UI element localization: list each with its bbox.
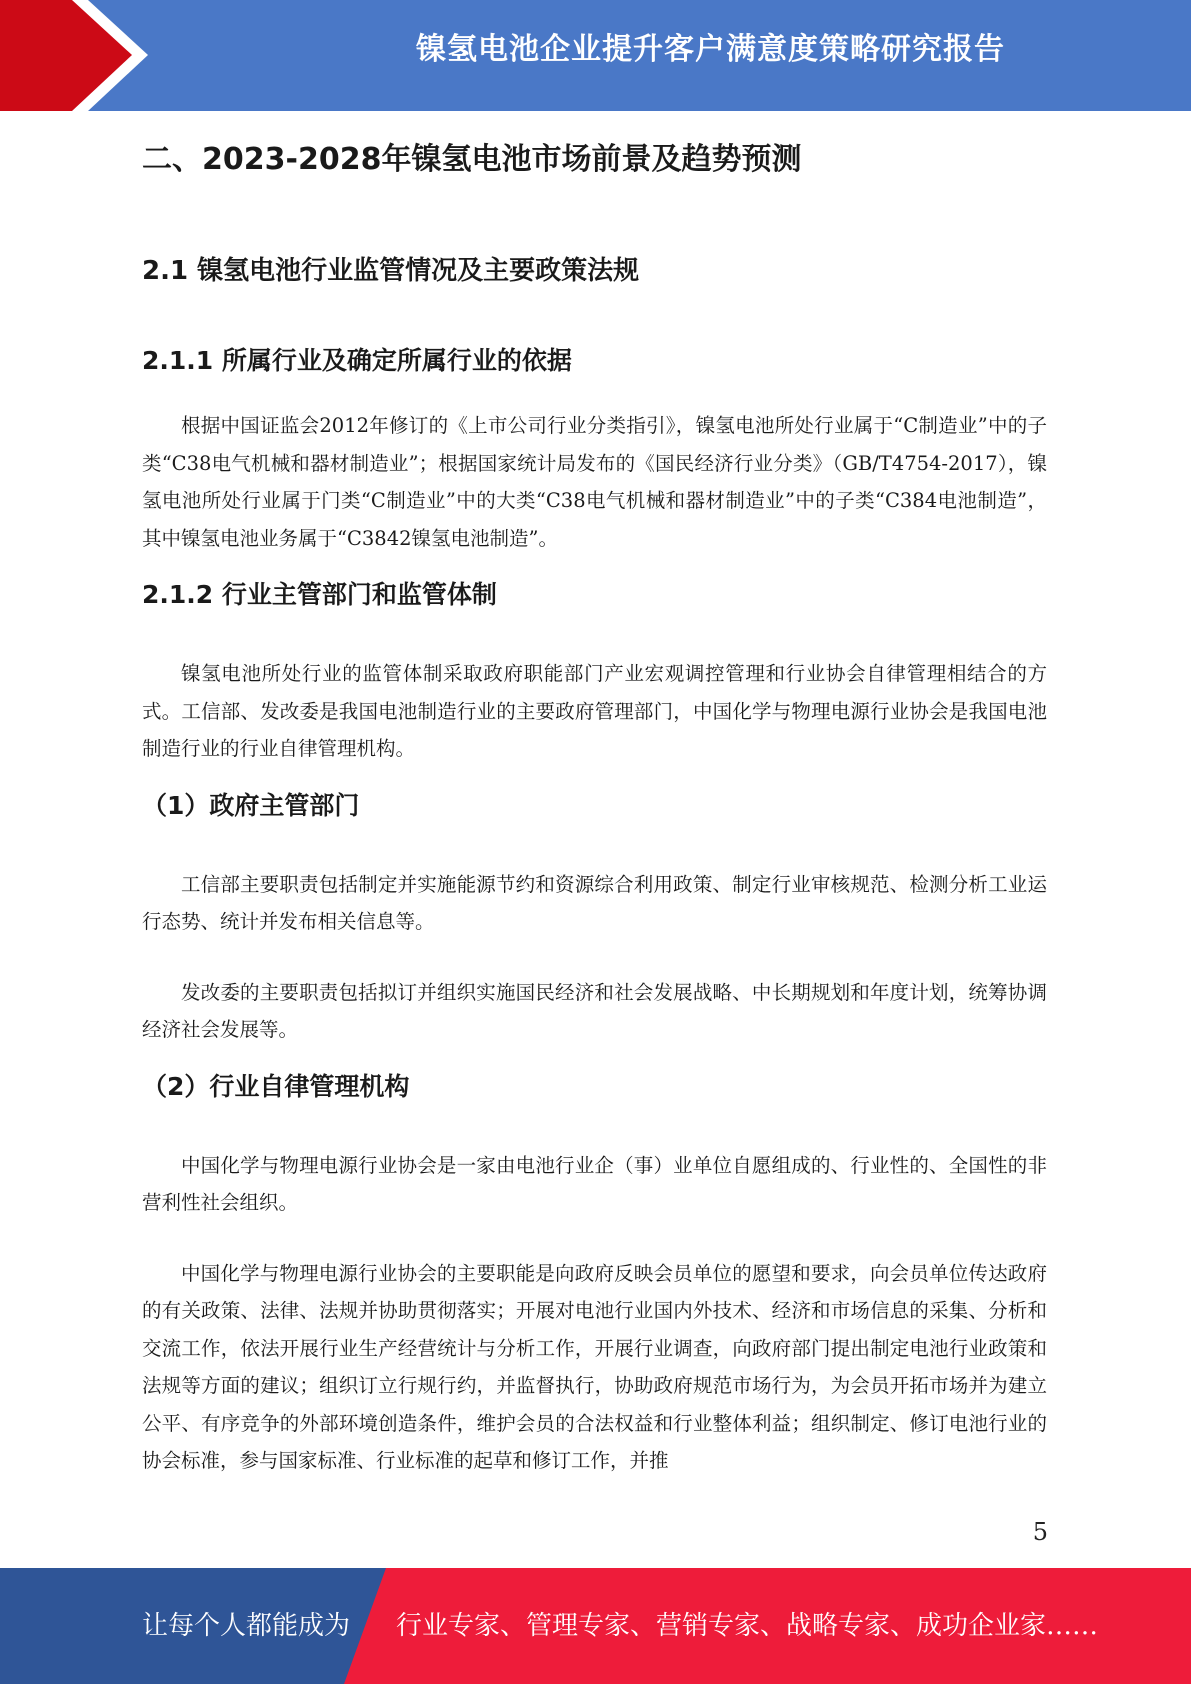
paragraph-association-functions: 中国化学与物理电源行业协会的主要职能是向政府反映会员单位的愿望和要求，向会员单位传达政府的有关政策、法律、法规并协助贯彻落实；开展对电池行业国内外技术、经济和市场信息的采集、分析和交流工作，依法开展行业生产经营统计与分析工作，开展行业调查，向政府部门提出制定电池行业政策和法规等方面的建议；组织订立行规行约，并监督执行，协助政府规范市场行为，为会员开拓市场并为建立公平、有序竞争的外部环境创造条件，维护会员的合法权益和行业整体利益；组织制定、修订电池行业的协会标准，参与国家标准、行业标准的起草和修订工作，并推 [142,1261,1047,1472]
section-heading-2-1: 2.1 镍氢电池行业监管情况及主要政策法规 [142,256,640,286]
footer-slogan-left: 让每个人都能成为 [142,1611,351,1641]
paragraph-association-intro: 中国化学与物理电源行业协会是一家由电池行业企（事）业单位自愿组成的、行业性的、全国性的非营利性社会组织。 [142,1153,1047,1214]
red-arrow-icon [0,0,160,111]
section-heading-2-1-1: 2.1.1 所属行业及确定所属行业的依据 [142,346,572,375]
paragraph-ndrc-duties: 发改委的主要职责包括拟订并组织实施国民经济和社会发展战略、中长期规划和年度计划，统筹协调经济社会发展等。 [142,980,1047,1041]
chapter-title: 二、2023-2028年镍氢电池市场前景及趋势预测 [142,142,802,177]
header-banner [0,0,1191,111]
section-heading-2-1-2: 2.1.2 行业主管部门和监管体制 [142,580,497,609]
item-heading-government: （1）政府主管部门 [142,790,360,820]
report-title: 镍氢电池企业提升客户满意度策略研究报告 [416,32,1005,67]
footer-slogan-right: 行业专家、管理专家、营销专家、战略专家、成功企业家…… [396,1611,1099,1641]
item-heading-self-regulation: （2）行业自律管理机构 [142,1071,410,1101]
page-number: 5 [1032,1518,1048,1546]
paragraph-industry-classification: 根据中国证监会2012年修订的《上市公司行业分类指引》，镍氢电池所处行业属于“C制造业”中的子类“C38电气机械和器材制造业”；根据国家统计局发布的《国民经济行业分类》（GB/T4754-2017），镍氢电池所处行业属于门类“C制造业”中的大类“C38电气机械和器材制造业”中的子类“C384电池制造”，其中镍氢电池业务属于“C3842镍氢电池制造”。 [142,414,1047,550]
footer-banner [0,1568,1191,1684]
document-body [142,128,1047,1480]
paragraph-regulatory-system: 镍氢电池所处行业的监管体制采取政府职能部门产业宏观调控管理和行业协会自律管理相结合的方式。工信部、发改委是我国电池制造行业的主要政府管理部门，中国化学与物理电源行业协会是我国电池制造行业的行业自律管理机构。 [142,662,1047,760]
paragraph-miit-duties: 工信部主要职责包括制定并实施能源节约和资源综合利用政策、制定行业审核规范、检测分析工业运行态势、统计并发布相关信息等。 [142,872,1047,933]
